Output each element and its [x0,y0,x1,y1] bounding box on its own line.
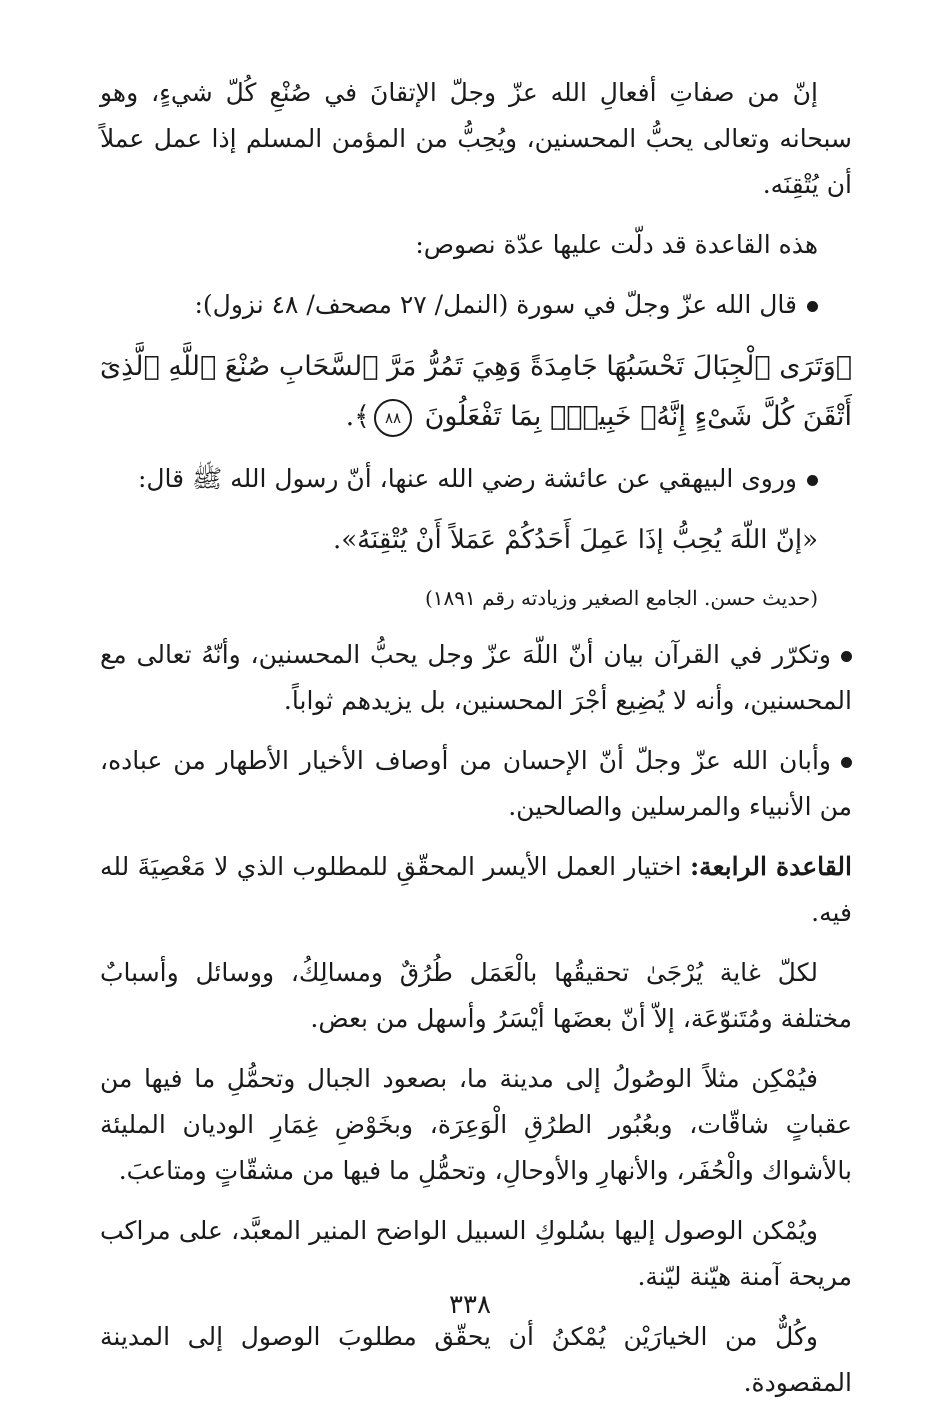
bullet-quran-repetition-text: وتكرّر في القرآن بيان أنّ اللّهَ عزّ وجل يحبُّ المحسنين، وأنّهُ تعالى مع المحسنين، وأنه لا يُضِيع أجْرَ المحسنين، بل يزيدهم ثواباً. [100,640,852,715]
paragraph-texts-intro: هذه القاعدة قد دلّت عليها عدّة نصوص: [415,230,818,259]
quran-verse [100,342,852,442]
quran-verse-end: ﴾. [345,401,370,432]
bullet-ihsan-text: وأبان الله عزّ وجلّ أنّ الإحسان من أوصاف الأخيار الأطهار من عباده، من الأنبياء والمرسلين والصالحين. [100,746,852,821]
bullet-dot-icon [841,651,852,662]
quran-verse-text: ﴿وَتَرَى ٱلْجِبَالَ تَحْسَبُهَا جَامِدَةً وَهِيَ تَمُرُّ مَرَّ ٱلسَّحَابِ صُنْعَ ٱللَّهِ ٱلَّذِىٓ أَتْقَنَ كُلَّ شَىْءٍ إِنَّهُۥ خَبِيرٌۢ بِمَا تَفْعَلُونَ [100,351,852,432]
bullet-dot-icon [807,475,818,486]
rule-four-text: اختيار العمل الأيسر المحقّقِ للمطلوب الذي لا مَعْصِيَةَ لله فيه. [100,852,852,927]
bullet-surah-reference [100,282,852,328]
hadith-reference: (حديث حسن. الجامع الصغير وزيادته رقم ١٨٩١) [424,586,818,610]
bullet-dot-icon [841,757,852,768]
bullet-hadith-intro [100,456,852,502]
rule-four [100,844,852,936]
paragraph-paths: لكلّ غاية يُرْجَىٰ تحقيقُها بالْعَمَل طُرُقٌ ومسالِكُ، ووسائل وأسبابٌ مختلفة ومُتَنوّعَة، إلاّ أنّ بعضَها أيْسَرُ وأسهل من بعض. [100,958,852,1033]
bullet-quran-repetition [100,632,852,724]
hadith-text: «إنّ اللّهَ يُحِبُّ إذَا عَمِلَ أَحَدُكُمْ عَمَلاً أَنْ يُتْقِنَهُ». [332,525,818,555]
ayah-number: ٨٨ [384,408,402,427]
page-body [100,70,852,1420]
paragraph-easy-path: ويُمْكن الوصول إليها بسُلوكِ السبيل الواضح المنير المعبَّد، على مراكب مريحة آمنة هيّنة ليّنة. [100,1216,852,1291]
bullet-ihsan [100,738,852,830]
paragraph-intro: إنّ من صفاتِ أفعالِ الله عزّ وجلّ الإتقانَ في صُنْعِ كُلّ شيءٍ، وهو سبحانه وتعالى يحبُّ المحسنين، ويُحِبُّ من المؤمن المسلم إذا عمل عملاً أن يُتْقِنَه. [100,78,852,199]
paragraph-both-options: وكُلٌّ من الخيارَيْن يُمْكنُ أن يحقّق مطلوبَ الوصول إلى المدينة المقصودة. [100,1322,852,1397]
page-number: ٣٣٨ [449,1290,491,1320]
bullet-surah-text: قال الله عزّ وجلّ في سورة (النمل/ ٢٧ مصحف/ ٤٨ نزول): [194,290,797,319]
rule-four-label: القاعدة الرابعة: [689,852,852,881]
bullet-dot-icon [807,301,818,312]
ayah-number-icon [374,399,412,437]
paragraph-hard-path: فيُمْكِن مثلاً الوصُولُ إلى مدينة ما، بصعود الجبال وتحمُّلِ ما فيها من عقباتٍ شاقّات، وبعُبُور الطرُقِ الْوَعِرَة، وبخَوْضِ غِمَارِ الوديان المليئة بالأشواك والْحُفَر، والأنهارِ والأوحالِ، وتحمُّلِ ما فيها من مشقّاتٍ ومتاعبَ. [100,1064,852,1185]
bullet-hadith-intro-text: وروى البيهقي عن عائشة رضي الله عنها، أنّ رسول الله ﷺ قال: [137,464,797,493]
